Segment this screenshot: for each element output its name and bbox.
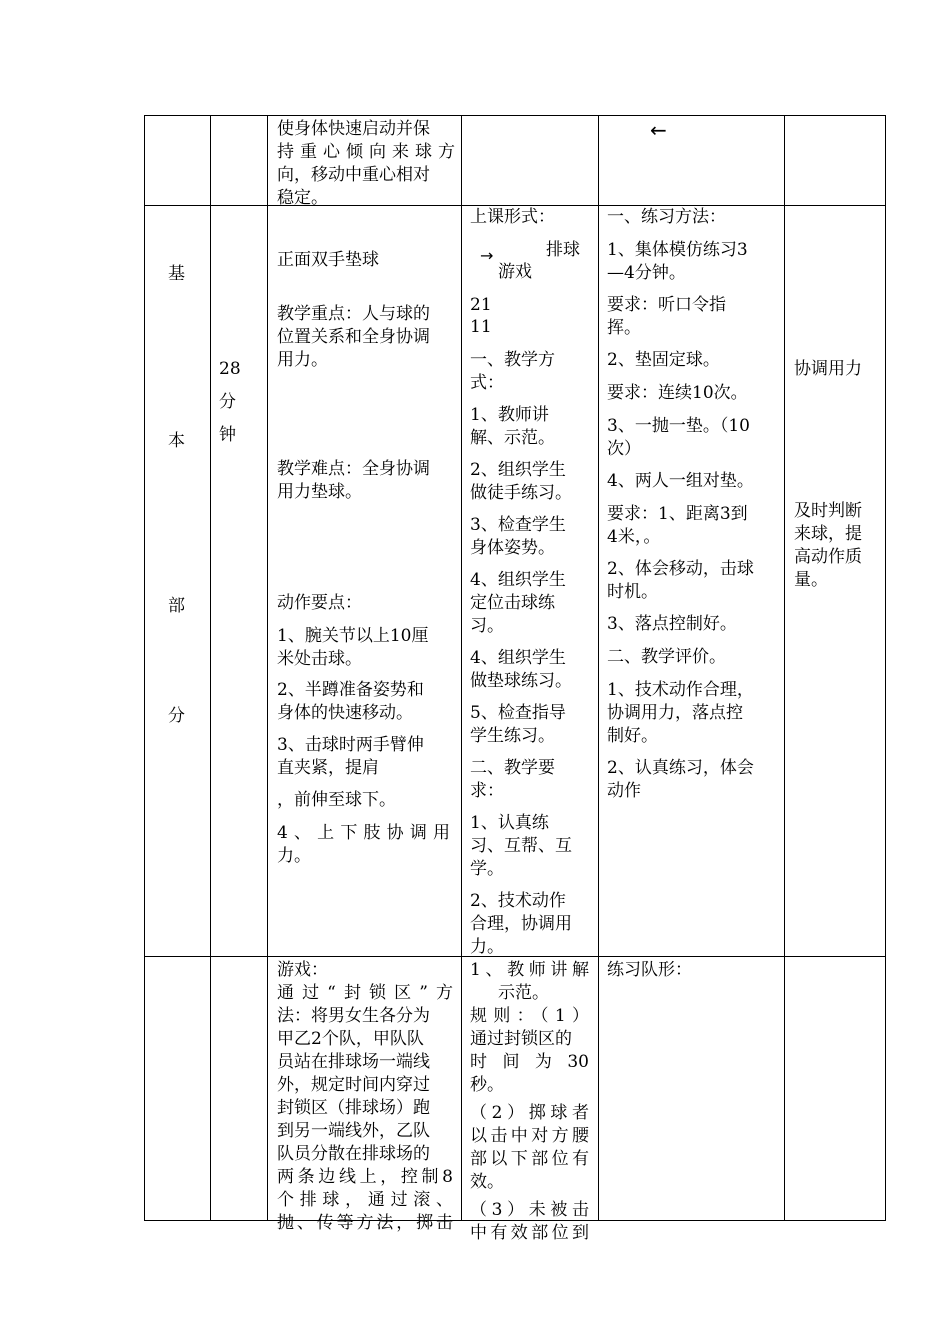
difficulty: [277, 458, 457, 504]
note-line: 量。: [794, 570, 828, 590]
note-line: 高动作质: [794, 547, 862, 567]
game-line: 外，规定时间内穿过: [277, 1075, 430, 1095]
method-line: 5、检查指导: [470, 703, 566, 723]
form-number: 11: [470, 317, 492, 337]
action-line: 米处击球。: [277, 649, 362, 669]
form-title: 上课形式：: [470, 207, 555, 227]
action-line: 力。: [277, 846, 311, 866]
requirement-title: [470, 757, 594, 803]
action-line: 身体的快速移动。: [277, 703, 413, 723]
game-rule-line: （2）掷球者: [470, 1103, 589, 1123]
game-line: 个排球，通过滚、: [277, 1190, 453, 1210]
game-line: 到另一端线外，乙队: [277, 1121, 430, 1141]
difficulty-line: 用力垫球。: [277, 482, 362, 502]
practice-3: [607, 415, 779, 461]
table-col-divider-1: [210, 115, 211, 1221]
method-line: 解、示范。: [470, 428, 555, 448]
action-4: [277, 822, 450, 868]
section-char: 部: [168, 596, 185, 616]
table-border-left: [144, 115, 145, 1221]
method-line: 4、组织学生: [470, 648, 566, 668]
key-point-line: 位置关系和全身协调: [277, 327, 430, 347]
method-line: 1、教师讲: [470, 405, 549, 425]
requirement-line: 合理，协调用: [470, 914, 572, 934]
game-line: 两条边线上，控制8: [277, 1167, 453, 1187]
note-2: [794, 500, 880, 592]
practice-title: 一、练习方法：: [607, 207, 726, 227]
requirement-line: 1、认真练: [470, 813, 549, 833]
evaluation-line: 动作: [607, 781, 641, 801]
method-line: 做徒手练习。: [470, 483, 572, 503]
method-5: [470, 647, 594, 693]
table-col-divider-2: [267, 115, 268, 1221]
time-unit: 钟: [219, 425, 236, 445]
action-line: 直夹紧，提肩: [277, 758, 379, 778]
lesson-title: 正面双手垫球: [277, 250, 379, 270]
section-char: 分: [168, 706, 185, 726]
key-point-line: 用力。: [277, 350, 328, 370]
game-rule-line: 规则：（1）: [470, 1006, 589, 1026]
time-cell: [219, 358, 259, 447]
action-3: [277, 734, 457, 780]
practice-1: [607, 239, 779, 285]
practice-line: 要求：听口令指: [607, 295, 726, 315]
section-char: 基: [168, 264, 185, 284]
evaluation-line: 协调用力，落点控: [607, 703, 743, 723]
game-line: 游戏：: [277, 960, 328, 980]
practice-2: 2、垫固定球。: [607, 350, 720, 370]
evaluation-line: 1、技术动作合理，: [607, 680, 754, 700]
practice-line: 挥。: [607, 318, 641, 338]
table-col-divider-3: [461, 115, 462, 1221]
requirement-2: [470, 890, 594, 959]
method-title: [470, 349, 594, 395]
practice-4: 4、两人一组对垫。: [607, 471, 754, 491]
evaluation-line: 2、认真练习，体会: [607, 758, 754, 778]
practice-2-requirement: 要求：连续10次。: [607, 383, 748, 403]
game-org-line: 示范。: [498, 983, 549, 1003]
game-line: 通过“封锁区”方: [277, 983, 453, 1003]
game-cell: [277, 959, 453, 1235]
requirement-line: 力。: [470, 937, 504, 957]
key-point: [277, 303, 457, 372]
table-border-top: [144, 115, 886, 116]
note-line: 及时判断: [794, 501, 862, 521]
table-border-right: [885, 115, 886, 1221]
game-rule-line: 以击中对方腰: [470, 1126, 589, 1146]
action-line: 1、腕关节以上10厘: [277, 626, 429, 646]
difficulty-line: 教学难点：全身协调: [277, 459, 430, 479]
game-rule-line: 中有效部位到: [470, 1223, 589, 1243]
game-organization-cell: [470, 959, 589, 1245]
action-line: 4、上下肢协调用: [277, 823, 450, 843]
practice-line: 要求：1、距离3到: [607, 504, 748, 524]
requirement-line: 学。: [470, 859, 504, 879]
table-col-divider-5: [784, 115, 785, 1221]
method-line: 身体姿势。: [470, 538, 555, 558]
method-line: 习。: [470, 616, 504, 636]
method-6: [470, 702, 594, 748]
method-3: [470, 514, 594, 560]
method-1: [470, 404, 594, 450]
requirement-line: 求：: [470, 781, 504, 801]
practice-line: 2、体会移动，击球: [607, 559, 754, 579]
action-1: [277, 625, 457, 671]
game-rule-line: 效。: [470, 1172, 504, 1192]
action-3b: ，前伸至球下。: [277, 790, 396, 810]
formation-title: 练习队形：: [607, 960, 692, 980]
note-line: 来球，提: [794, 524, 862, 544]
game-line: 队员分散在排球场的: [277, 1144, 430, 1164]
right-arrow-icon: →: [480, 246, 494, 265]
game-line: 抛、传等方法，掷击: [277, 1213, 453, 1233]
game-line: 封锁区（排球场）跑: [277, 1098, 430, 1118]
practice-4-requirement: [607, 503, 779, 549]
evaluation-2: [607, 757, 779, 803]
time-unit: 分: [219, 392, 236, 412]
game-line: 甲乙2个队，甲队队: [277, 1029, 424, 1049]
method-line: 做垫球练习。: [470, 671, 572, 691]
formation-cell: [607, 959, 779, 982]
practice-line: 3、一抛一垫。（10: [607, 416, 750, 436]
requirement-line: 2、技术动作: [470, 891, 566, 911]
row1-line: 持重心倾向来球方: [277, 142, 455, 162]
game-line: 员站在排球场一端线: [277, 1052, 430, 1072]
practice-line: 时机。: [607, 582, 658, 602]
practice-line: 1、集体模仿练习3: [607, 240, 748, 260]
practice-line: 4米，。: [607, 527, 661, 547]
game-org-line: 1、教师讲解: [470, 960, 589, 980]
game-rule-line: 部以下部位有: [470, 1149, 589, 1169]
evaluation-1: [607, 679, 779, 748]
action-title: 动作要点：: [277, 593, 362, 613]
form-label: 游戏: [498, 262, 532, 282]
evaluation-title: 二、教学评价。: [607, 647, 726, 667]
action-2: [277, 679, 457, 725]
practice-line: —4分钟。: [607, 263, 686, 283]
method-4: [470, 569, 594, 638]
requirement-line: 二、教学要: [470, 758, 555, 778]
practice-4-2: [607, 558, 779, 604]
row1-line: 稳定。: [277, 188, 328, 208]
row1-content-cell: [277, 118, 455, 210]
game-rule-line: 秒。: [470, 1075, 504, 1095]
game-rule-line: 通过封锁区的: [470, 1029, 572, 1049]
time-minutes: 28: [219, 359, 241, 379]
table-col-divider-4: [598, 115, 599, 1221]
requirement-1: [470, 812, 594, 881]
method-line: 一、教学方: [470, 350, 555, 370]
game-rule-line: （3）未被击: [470, 1200, 589, 1220]
method-line: 定位击球练: [470, 593, 555, 613]
method-line: 4、组织学生: [470, 570, 566, 590]
method-line: 学生练习。: [470, 726, 555, 746]
row1-line: 向，移动中重心相对: [277, 165, 430, 185]
method-2: [470, 459, 594, 505]
form-number: 21: [470, 295, 492, 315]
practice-line: 次）: [607, 439, 641, 459]
section-char: 本: [168, 431, 185, 451]
method-line: 2、组织学生: [470, 460, 566, 480]
row1-line: 使身体快速启动并保: [277, 119, 430, 139]
method-line: 3、检查学生: [470, 515, 566, 535]
practice-1-requirement: [607, 294, 779, 340]
practice-4-3: 3、落点控制好。: [607, 614, 737, 634]
action-line: 2、半蹲准备姿势和: [277, 680, 424, 700]
action-line: 3、击球时两手臂伸: [277, 735, 424, 755]
key-point-line: 教学重点：人与球的: [277, 304, 430, 324]
evaluation-line: 制好。: [607, 726, 658, 746]
left-arrow-icon: ←: [650, 118, 667, 142]
form-label: 排球: [546, 240, 580, 260]
method-line: 式：: [470, 373, 504, 393]
game-line: 法：将男女生各分为: [277, 1006, 430, 1026]
game-rule-line: 时间为30: [470, 1052, 589, 1072]
requirement-line: 习、互帮、互: [470, 836, 572, 856]
note-1: 协调用力: [794, 359, 862, 379]
